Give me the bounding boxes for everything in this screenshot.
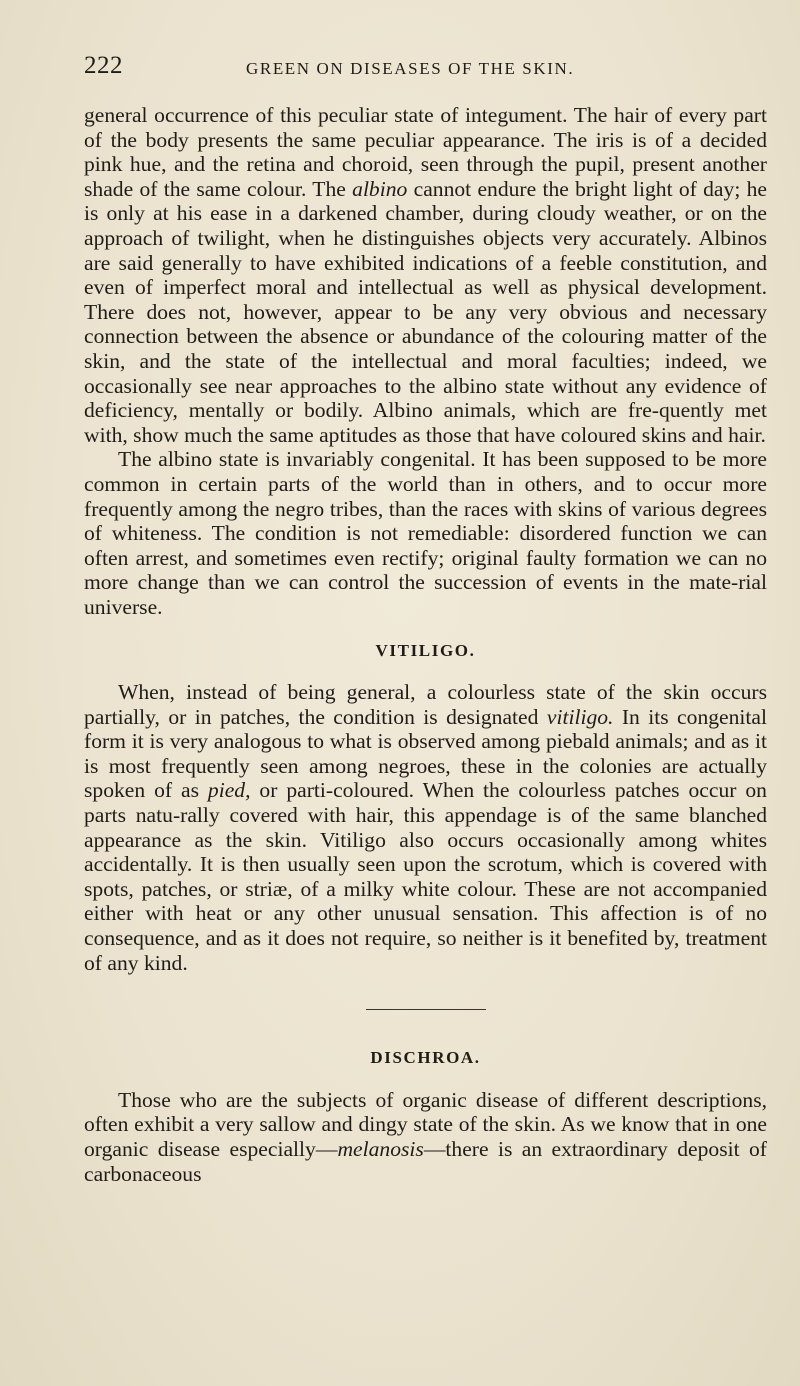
vitiligo-text-c: or parti-coloured. When the colourless patches occur on parts natu-rally covered with hair, this appendage is of the same blanched appearance as the skin. Vitiligo also occurs occasionally among whites accidentally. It is then usually seen upon the scrotum, which is covered with spots, patches, or striæ, of a milky white colour. These are not accompanied either with heat or any other unusual sensation. This affection is of no consequence, and as it does not require, so neither is it benefited by, treatment of any kind. (84, 778, 767, 975)
paragraph-albino-congenital: The albino state is invariably congenital. It has been supposed to be more common in certain parts of the world than in others, and to occur more frequently among the negro tribes, than the races with skins of various degrees of whiteness. The condition is not remediable: disordered function we can often arrest, and sometimes even rectify; original faulty formation we can no more change than we can control the succession of events in the mate-rial universe. (84, 447, 767, 619)
vitiligo-text-b: In its congenital form it is very analogous to what is observed among piebald animals; and as it is most frequently seen among negroes, these in the colonies are actually spoken of as (84, 704, 767, 803)
paragraph-vitiligo (84, 680, 767, 975)
para1-text-a: general occurrence of this peculiar state of integument. The hair of every part of the body presents the same peculiar appearance. The iris is of a decided pink hue, and the retina and choroid, seen through the pupil, present another shade of the same colour. The (84, 103, 767, 201)
vitiligo-text-a: When, instead of being general, a colourless state of the skin occurs partially, or in patches, the condition is designated (84, 680, 767, 729)
vitiligo-italic-pied: pied, (207, 778, 251, 803)
para1-italic-albino: albino (352, 176, 408, 201)
body-text (84, 103, 767, 1186)
paragraph-albino-description (84, 103, 767, 447)
dischroa-text-a: Those who are the subjects of organic disease of different descriptions, often exhibit a very sallow and dingy state of the skin. As we know that in one organic disease especially— (84, 1087, 767, 1161)
section-title-dischroa: DISCHROA. (370, 1048, 481, 1068)
running-head: GREEN ON DISEASES OF THE SKIN. (246, 59, 575, 78)
para1-text-b: cannot endure the bright light of day; he is only at his ease in a darkened chamber, during cloudy weather, or on the approach of twilight, when he distinguishes objects very accurately. Albinos are said generally to have exhibited indications of a feeble constitution, and even of imperfect moral and intellectual as well as physical development. There does not, however, appear to be any very obvious and necessary connection between the absence or abundance of the colouring matter of the skin, and the state of the intellectual and moral faculties; indeed, we occasionally see near approaches to the albino state without any evidence of deficiency, mentally or bodily. Albino animals, which are fre-quently met with, show much the same aptitudes as those that have coloured skins and hair. (84, 176, 767, 447)
section-title-vitiligo: VITILIGO. (375, 641, 476, 661)
page-header (84, 52, 764, 86)
section-divider (366, 1009, 486, 1010)
dischroa-italic-melanosis: melanosis (337, 1136, 424, 1161)
page-number: 222 (84, 52, 123, 79)
vitiligo-italic-term: vitiligo. (546, 704, 614, 729)
dischroa-text-b: —there is an extraordinary deposit of carbonaceous (84, 1136, 767, 1186)
paragraph-dischroa (84, 1088, 767, 1186)
